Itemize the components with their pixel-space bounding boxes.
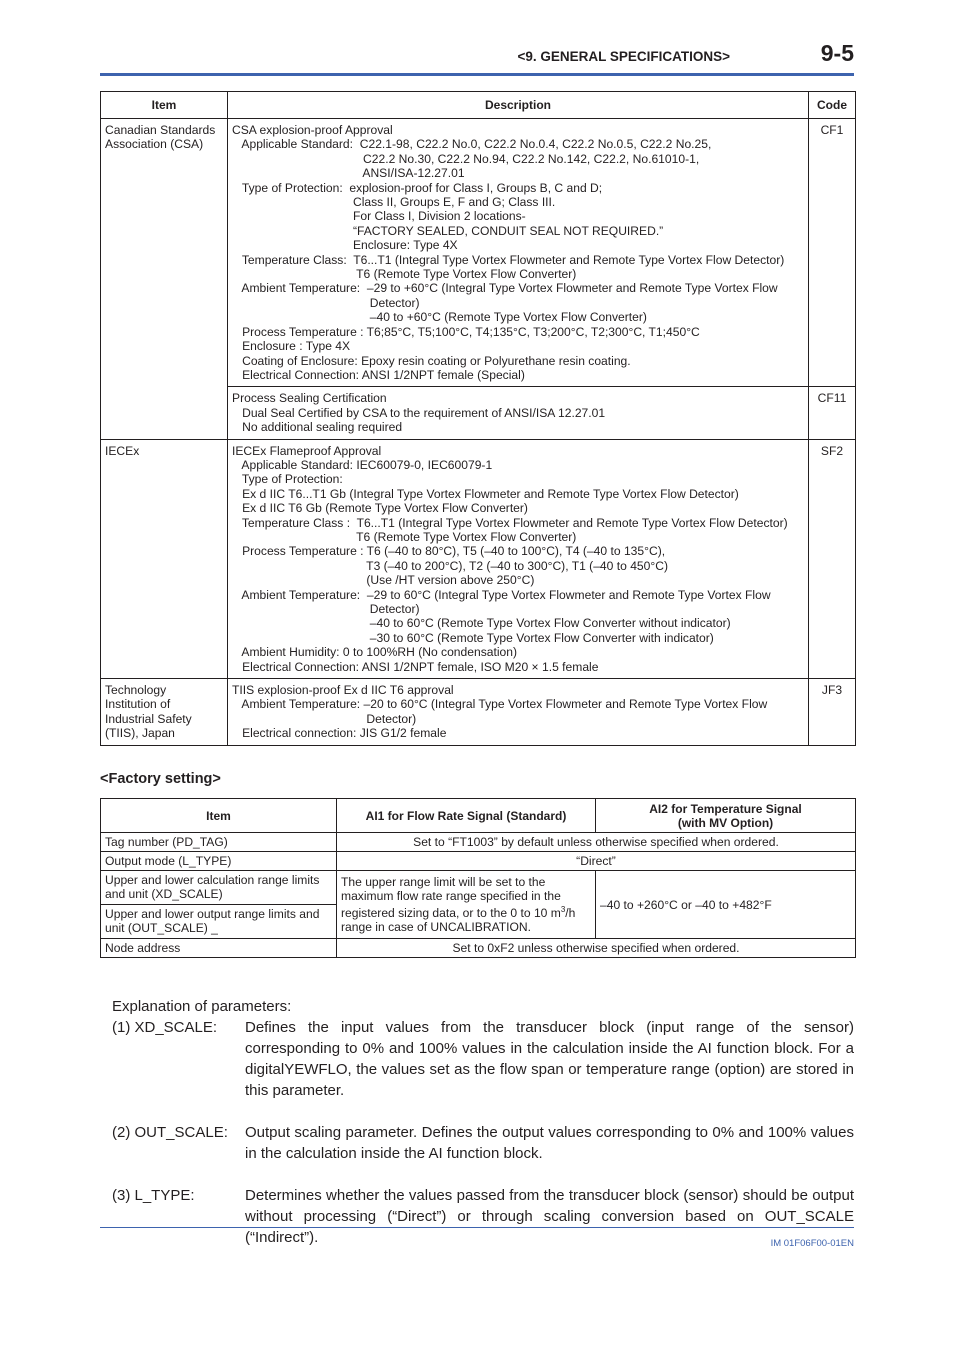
description-line: Electrical Connection: ANSI 1/2NPT female, ISO M20 × 1.5 female: [232, 659, 599, 674]
description-line: –30 to 60°C (Remote Type Vortex Flow Converter with indicator): [232, 630, 714, 645]
column-header-code: Code: [809, 92, 856, 119]
row-code: CF11: [809, 387, 856, 439]
row-item-out-scale: Upper and lower output range limits and unit (OUT_SCALE) _: [101, 905, 337, 939]
header-rule: [100, 73, 854, 76]
row-item-line: Association (CSA): [105, 137, 204, 152]
page-header: [100, 40, 854, 74]
description-line: Temperature Class : T6...T1 (Integral Type Vortex Flowmeter and Remote Type Vortex Flow Detector): [232, 515, 788, 530]
table-row: [101, 119, 856, 387]
description-line: Detector): [232, 602, 420, 616]
row-description: [228, 679, 809, 746]
description-line: Ex d IIC T6 Gb (Remote Type Vortex Flow Converter): [232, 501, 528, 516]
row-value-tag: Set to “FT1003” by default unless otherwise specified when ordered.: [337, 833, 856, 852]
column-header-item: Item: [101, 92, 228, 119]
table-row: [101, 833, 856, 852]
factory-setting-title: <Factory setting>: [100, 771, 221, 787]
ai2-header-line2: (with MV Option): [677, 815, 774, 830]
description-line: Electrical connection: JIS G1/2 female: [232, 726, 447, 741]
row-description: [228, 439, 809, 679]
description-line: TIIS explosion-proof Ex d IIC T6 approval: [232, 683, 454, 698]
description-line: T3 (–40 to 200°C), T2 (–40 to 300°C), T1 (–40 to 450°C): [232, 558, 668, 573]
table-header-row: [101, 799, 856, 833]
row-value-ltype: “Direct”: [337, 852, 856, 871]
description-line: “FACTORY SEALED, CONDUIT SEAL NOT REQUIRED.”: [232, 223, 664, 238]
description-line: (Use /HT version above 250°C): [232, 573, 535, 588]
description-line: Ambient Humidity: 0 to 100%RH (No condensation): [232, 645, 518, 660]
param-l-type: [112, 1185, 854, 1248]
explanation-title: Explanation of parameters:: [112, 998, 292, 1015]
table-row: [101, 679, 856, 746]
row-item-line: Technology: [105, 683, 167, 698]
description-line: Temperature Class: T6...T1 (Integral Type Vortex Flowmeter and Remote Type Vortex Flow Detector): [232, 252, 785, 267]
table-header-row: [101, 92, 856, 119]
range-limit-description: [337, 871, 596, 939]
section-title: <9. GENERAL SPECIFICATIONS>: [517, 49, 730, 64]
row-item-line: Industrial Safety: [105, 711, 192, 726]
description-line: Detector): [232, 711, 417, 726]
row-item-node: Node address: [101, 939, 337, 958]
param-text: Determines whether the values passed from the transducer block (sensor) should be output without processing (“Direct”) or through scaling conversion based on OUT_SCALE (“Indirect”).: [245, 1187, 854, 1246]
description-line: Coating of Enclosure: Epoxy resin coating or Polyurethane resin coating.: [232, 353, 631, 368]
description-line: Process Temperature : T6 (–40 to 80°C), T5 (–40 to 100°C), T4 (–40 to 135°C),: [232, 544, 666, 559]
description-line: Electrical Connection: ANSI 1/2NPT female (Special): [232, 367, 525, 382]
description-line: Process Temperature : T6;85°C, T5;100°C, T4;135°C, T3;200°C, T2;300°C, T1;450°C: [232, 324, 700, 339]
description-line: T6 (Remote Type Vortex Flow Converter): [232, 529, 577, 544]
row-item-xd-scale: Upper and lower calculation range limits and unit (XD_SCALE): [101, 871, 337, 905]
temperature-range: –40 to +260°C or –40 to +482°F: [596, 871, 856, 939]
param-name: (1) XD_SCALE:: [112, 1019, 218, 1036]
description-line: IECEx Flameproof Approval: [232, 443, 382, 458]
description-line: No additional sealing required: [232, 420, 403, 435]
column-header-ai1: AI1 for Flow Rate Signal (Standard): [337, 799, 596, 833]
description-line: Applicable Standard: C22.1-98, C22.2 No.0, C22.2 No.0.4, C22.2 No.0.5, C22.2 No.25,: [232, 137, 712, 152]
approval-spec-table: [100, 91, 856, 746]
param-text: Output scaling parameter. Defines the output values corresponding to 0% and 100% values in the calculation inside the AI function block.: [245, 1124, 854, 1162]
table-row: [101, 871, 856, 905]
page-number: 9-5: [820, 40, 854, 66]
range-text-a: The upper range limit will be set to the maximum flow rate range specified in the registered sizing data, or to the 0 to 10 m: [341, 875, 561, 921]
row-code: CF1: [809, 119, 856, 387]
description-line: –40 to 60°C (Remote Type Vortex Flow Converter without indicator): [232, 616, 731, 631]
description-line: Ambient Temperature: –29 to 60°C (Integral Type Vortex Flowmeter and Remote Type Vortex Flow: [232, 587, 771, 602]
description-line: Enclosure: Type 4X: [232, 238, 458, 253]
description-line: Process Sealing Certification: [232, 391, 387, 406]
description-line: For Class I, Division 2 locations-: [232, 209, 526, 224]
description-line: CSA explosion-proof Approval: [232, 123, 393, 137]
column-header-description: Description: [228, 92, 809, 119]
description-line: ANSI/ISA-12.27.01: [232, 166, 465, 181]
param-xd-scale: [112, 1017, 854, 1101]
param-name: (2) OUT_SCALE:: [112, 1124, 228, 1141]
table-row: [101, 939, 856, 958]
description-line: Ex d IIC T6...T1 Gb (Integral Type Vortex Flowmeter and Remote Type Vortex Flow Detector): [232, 486, 739, 501]
row-item: [101, 439, 228, 679]
row-description: [228, 387, 809, 439]
description-line: Type of Protection: explosion-proof for Class I, Groups B, C and D;: [232, 180, 603, 195]
factory-setting-table: [100, 798, 856, 958]
description-line: –40 to +60°C (Remote Type Vortex Flow Converter): [232, 310, 647, 325]
row-item: [101, 119, 228, 440]
column-header-ai2: [596, 799, 856, 833]
description-line: Applicable Standard: IEC60079-0, IEC60079-1: [232, 457, 493, 472]
description-line: C22.2 No.30, C22.2 No.94, C22.2 No.142, C22.2, No.61010-1,: [232, 151, 700, 166]
param-out-scale: [112, 1122, 854, 1164]
table-row: [101, 439, 856, 679]
description-line: Enclosure : Type 4X: [232, 339, 351, 354]
description-line: Detector): [232, 295, 420, 310]
description-line: Class II, Groups E, F and G; Class III.: [232, 195, 556, 210]
description-line: Type of Protection:: [232, 472, 343, 487]
description-line: T6 (Remote Type Vortex Flow Converter): [232, 267, 577, 282]
range-superscript: 3: [560, 905, 566, 914]
table-row: [101, 852, 856, 871]
row-item-ltype: Output mode (L_TYPE): [101, 852, 337, 871]
description-line: Ambient Temperature: –29 to +60°C (Integral Type Vortex Flowmeter and Remote Type Vortex Flow: [232, 281, 778, 296]
row-item-line: (TIIS), Japan: [105, 726, 175, 741]
description-line: Ambient Temperature: –20 to 60°C (Integral Type Vortex Flowmeter and Remote Type Vortex Flow: [232, 697, 768, 712]
row-item-line: Institution of: [105, 697, 171, 712]
row-code: SF2: [809, 439, 856, 679]
description-line: Dual Seal Certified by CSA to the requirement of ANSI/ISA 12.27.01: [232, 405, 606, 420]
row-item-line: Canadian Standards: [105, 123, 216, 137]
range-text-b: /h range in case of UNCALIBRATION.: [341, 906, 576, 935]
parameter-explanation: [112, 996, 854, 1269]
document-id: IM 01F06F00-01EN: [770, 1238, 854, 1249]
row-value-node: Set to 0xF2 unless otherwise specified when ordered.: [337, 939, 856, 958]
param-text: Defines the input values from the transducer block (input range of the sensor) corresponding to 0% and 100% values in the calculation inside the AI function block. For a digitalYEWFLO, the values set as the flow span or temperature range (option) are stored in this parameter.: [245, 1019, 854, 1099]
column-header-item: Item: [101, 799, 337, 833]
ai2-header-line1: AI2 for Temperature Signal: [649, 801, 802, 816]
row-code: JF3: [809, 679, 856, 746]
param-name: (3) L_TYPE:: [112, 1187, 195, 1204]
row-description: [228, 119, 809, 387]
footer-rule: [100, 1227, 854, 1228]
row-item-tag: Tag number (PD_TAG): [101, 833, 337, 852]
row-item: [101, 679, 228, 746]
row-item-line: IECEx: [105, 443, 140, 458]
